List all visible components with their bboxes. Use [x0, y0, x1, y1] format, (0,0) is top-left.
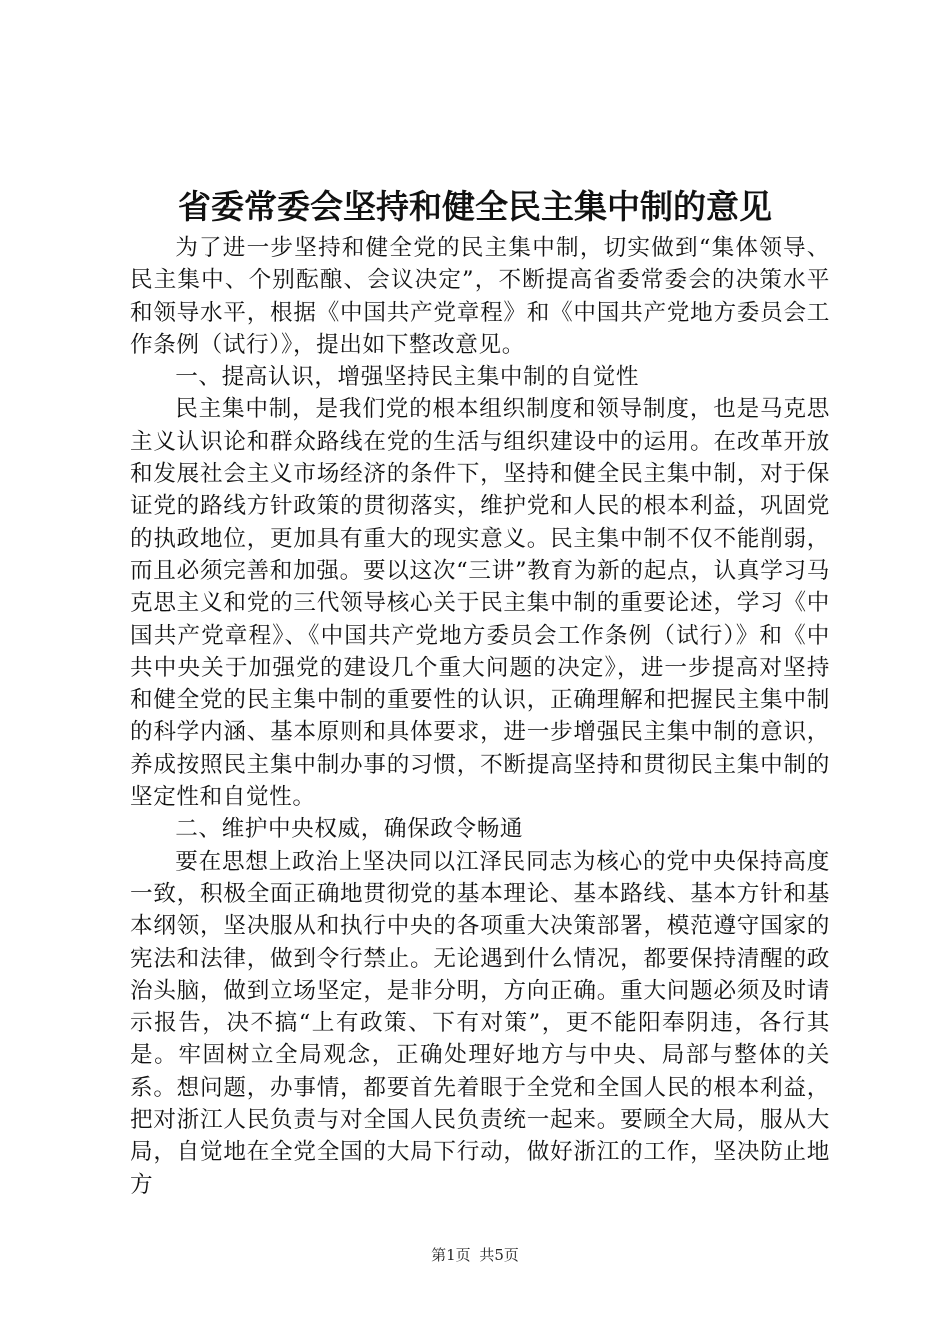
page-footer [0, 1245, 950, 1265]
page-total: 共5页 [479, 1246, 519, 1264]
page-number: 第1页 [431, 1246, 471, 1264]
section-heading-1: 一、提高认识，增强坚持民主集中制的自觉性 [175, 364, 640, 391]
document-body [130, 232, 830, 1201]
section-body-1: 民主集中制，是我们党的根本组织制度和领导制度，也是马克思主义认识论和群众路线在党的生活与组织建设中的运用。在改革开放和发展社会主义市场经济的条件下，坚持和健全民主集中制，对于保证党的路线方针政策的贯彻落实，维护党和人民的根本利益，巩固党的执政地位，更加具有重大的现实意义。民主集中制不仅不能削弱，而且必须完善和加强。要以这次“三讲”教育为新的起点，认真学习马克思主义和党的三代领导核心关于民主集中制的重要论述，学习《中国共产党章程》、《中国共产党地方委员会工作条例（试行）》和《中共中央关于加强党的建设几个重大问题的决定》，进一步提高对坚持和健全党的民主集中制的重要性的认识，正确理解和把握民主集中制的科学内涵、基本原则和具体要求，进一步增强民主集中制的意识，养成按照民主集中制办事的习惯，不断提高坚持和贯彻民主集中制的坚定性和自觉性。 [130, 396, 830, 811]
section-heading-2: 二、维护中央权威，确保政令畅通 [175, 816, 524, 843]
intro-paragraph: 为了进一步坚持和健全党的民主集中制，切实做到“集体领导、民主集中、个别酝酿、会议决定”，不断提高省委常委会的决策水平和领导水平，根据《中国共产党章程》和《中国共产党地方委员会工作条例（试行）》，提出如下整改意见。 [130, 235, 830, 358]
document-title: 省委常委会坚持和健全民主集中制的意见 [178, 187, 772, 226]
section-body-2: 要在思想上政治上坚决同以江泽民同志为核心的党中央保持高度一致，积极全面正确地贯彻党的基本理论、基本路线、基本方针和基本纲领，坚决服从和执行中央的各项重大决策部署，模范遵守国家的宪法和法律，做到令行禁止。无论遇到什么情况，都要保持清醒的政治头脑，做到立场坚定，是非分明，方向正确。重大问题必须及时请示报告，决不搞“上有政策、下有对策”，更不能阳奉阴违，各行其是。牢固树立全局观念，正确处理好地方与中央、局部与整体的关系。想问题，办事情，都要首先着眼于全党和全国人民的根本利益，把对浙江人民负责与对全国人民负责统一起来。要顾全大局，服从大局，自觉地在全党全国的大局下行动，做好浙江的工作，坚决防止地方 [130, 848, 830, 1198]
